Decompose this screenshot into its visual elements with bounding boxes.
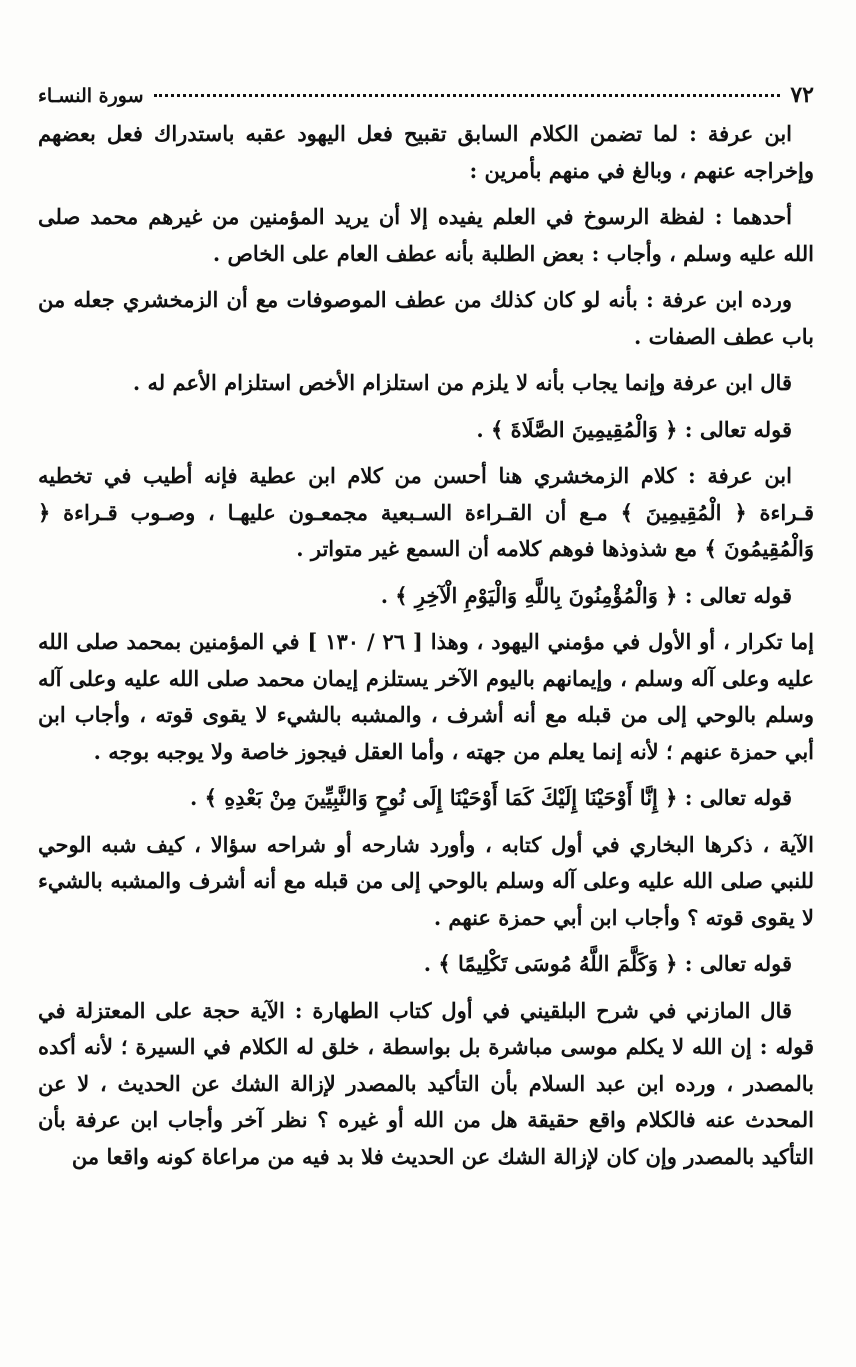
page-header: [38, 82, 814, 116]
paragraph: قال المازني في شرح البلقيني في أول كتاب الطهارة : الآية حجة على المعتزلة في قوله : إن الله لا يكلم موسى مباشرة بل بواسطة ، خلق له الكلام في السيرة ؛ لأنه أكده بالمصدر ، ورده ابن عبد السلام بأن التأكيد بالمصدر لإزالة الشك عن الحديث ، لا عن المحدث عنه فالكلام واقع حقيقة هل من الله أو غيره ؟ نظر آخر وأجاب ابن عرفة بأن التأكيد بالمصدر وإن كان لإزالة الشك عن الحديث فلا بد فيه من مراعاة كونه واقعا من: [38, 997, 814, 1169]
page-body: [38, 116, 814, 1175]
verse-heading: قوله تعالى : ﴿ وَالْمُقِيمِينَ الصَّلَاةَ ﴾ .: [476, 416, 792, 442]
page-number: ٧٢: [790, 82, 814, 108]
paragraph: الآية ، ذكرها البخاري في أول كتابه ، وأورد شارحه أو شراحه سؤالا ، كيف شبه الوحي للنبي صلى الله عليه وعلى آله وسلم بالوحي إلى من قبله مع أنه أشرف والمشبه بالشيء لا يقوى قوته ؟ وأجاب ابن أبي حمزة عنهم .: [38, 831, 814, 930]
surah-title: سورة النسـاء: [38, 85, 144, 107]
paragraph: إما تكرار ، أو الأول في مؤمني اليهود ، وهذا [ ٢٦ / ١٣٠ ] في المؤمنين بمحمد صلى الله عليه وعلى آله وسلم ، وإيمانهم باليوم الآخر يستلزم إيمان محمد صلى الله عليه وعلى آله وسلم بالوحي إلى من قبله مع أنه أشرف ، والمشبه بالشيء لا يقوى قوته ، وأجاب ابن أبي حمزة عنهم ؛ لأنه إنما يعلم من جهته ، وأما العقل فيجوز خاصة ولا يوجبه بوجه .: [38, 629, 814, 764]
paragraph: قال ابن عرفة وإنما يجاب بأنه لا يلزم من استلزام الأخص استلزام الأعم له .: [132, 370, 792, 395]
paragraph: أحدهما : لفظة الرسوخ في العلم يفيده إلا أن يريد المؤمنين من غيرهم محمد صلى الله عليه وسلم ، وأجاب : بعض الطلبة بأنه عطف العام على الخاص .: [38, 204, 814, 266]
verse-heading: قوله تعالى : ﴿ وَكَلَّمَ اللَّهُ مُوسَى تَكْلِيمًا ﴾ .: [423, 951, 792, 976]
verse-heading: قوله تعالى : ﴿ وَالْمُؤْمِنُونَ بِاللَّهِ وَالْيَوْمِ الْآخِرِ ﴾ .: [380, 582, 792, 608]
paragraph: ابن عرفة : كلام الزمخشري هنا أحسن من كلام ابن عطية فإنه أطيب في تخطيه قـراءة ﴿ الْمُقِيمِينَ ﴾ مـع أن القـراءة السـبعية مجمعـون عليهـا ، وصـوب قـراءة ﴿ وَالْمُقِيمُونَ ﴾ مع شذوذها فوهم كلامه أن السمع غير متواتر .: [38, 463, 814, 561]
paragraph: ابن عرفة : لما تضمن الكلام السابق تقبيح فعل اليهود عقبه باستدراك فعل بعضهم وإخراجه عنهم ، وبالغ في منهم بأمرين :: [38, 121, 814, 183]
verse-heading: قوله تعالى : ﴿ إِنَّا أَوْحَيْنَا إِلَيْكَ كَمَا أَوْحَيْنَا إِلَى نُوحٍ وَالنَّبِيِّينَ مِنْ بَعْدِهِ ﴾ .: [189, 785, 792, 810]
header-dotted-leader: [154, 94, 781, 97]
paragraph: ورده ابن عرفة : بأنه لو كان كذلك من عطف الموصوفات مع أن الزمخشري جعله من باب عطف الصفات .: [38, 287, 814, 349]
